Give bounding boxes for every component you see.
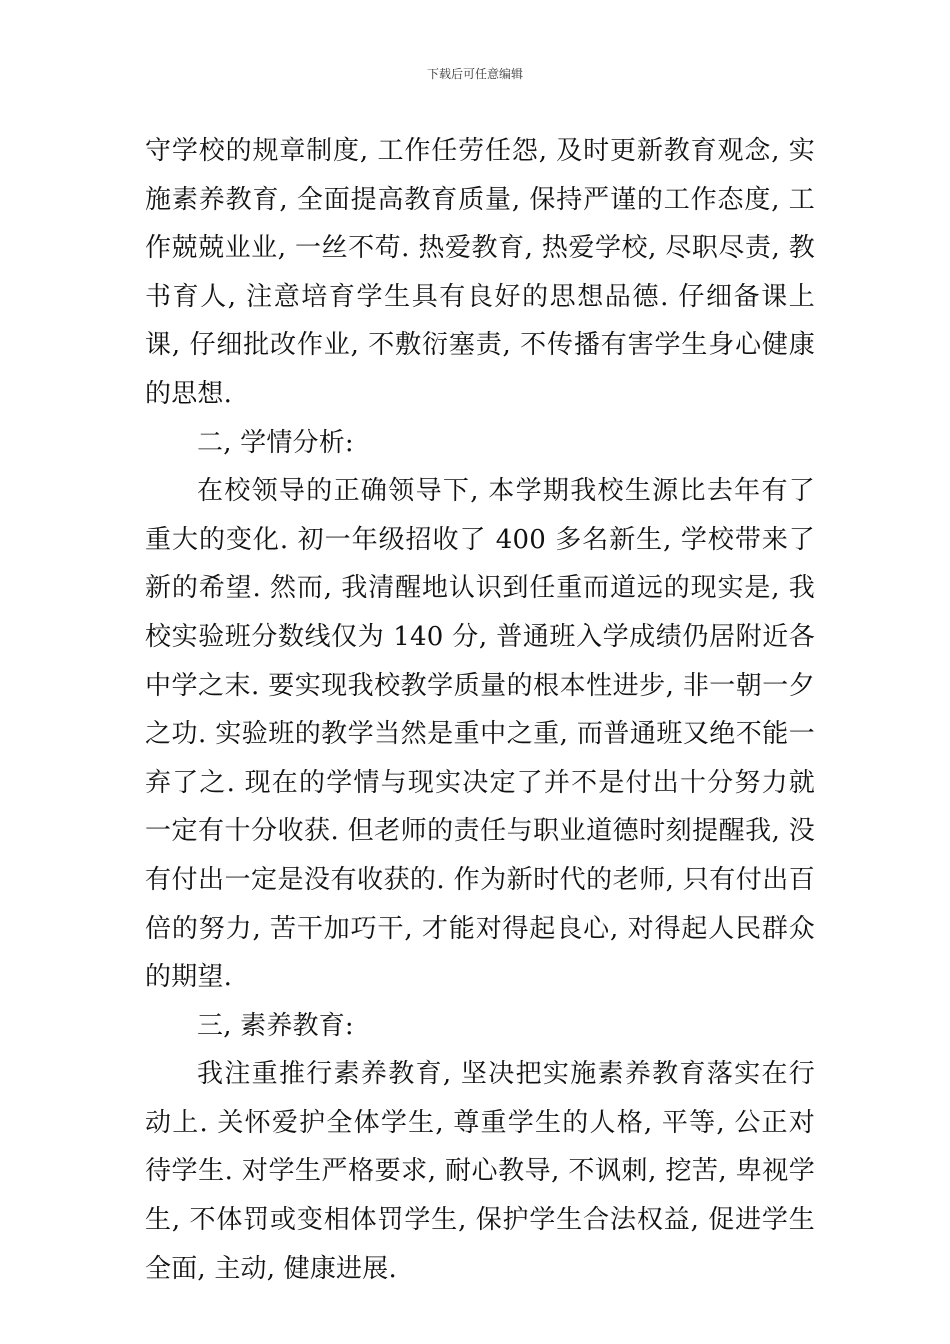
paragraph-learning-analysis: 在校领导的正确领导下, 本学期我校生源比去年有了重大的变化. 初一年级招收了 400 多名新生, 学校带来了新的希望. 然而, 我清醒地认识到任重而道远的现实是, 我校实验班分数线仅为 140 分, 普通班入学成绩仍居附近各中学之末. 要实现我校教学质量的根本性进步, 非一朝一夕之功. 实验班的教学当然是重中之重, 而普通班又绝不能一弃了之. 现在的学情与现实决定了并不是付出十分努力就一定有十分收获. 但老师的责任与职业道德时刻提醒我, 没有付出一定是没有收获的. 作为新时代的老师, 只有付出百倍的努力, 苦干加巧干, 才能对得起良心, 对得起人民群众的期望. bbox=[145, 476, 815, 993]
section-heading-learning-analysis: 二, 学情分析: bbox=[197, 427, 354, 458]
paragraph-quality-education: 我注重推行素养教育, 坚决把实施素养教育落实在行动上. 关怀爱护全体学生, 尊重学生的人格, 平等, 公正对待学生. 对学生严格要求, 耐心教导, 不讽刺, 挖苦, 卑视学生, 不体罚或变相体罚学生, 保护学生合法权益, 促进学生全面, 主动, 健康进展. bbox=[145, 1059, 815, 1284]
section-heading-quality-education: 三, 素养教育: bbox=[197, 1010, 354, 1041]
paragraph-continuation: 守学校的规章制度, 工作任劳任怨, 及时更新教育观念, 实施素养教育, 全面提高教育质量, 保持严谨的工作态度, 工作兢兢业业, 一丝不苟. 热爱教育, 热爱学校, 尽职尽责, 教书育人, 注意培育学生具有良好的思想品德. 仔细备课上课, 仔细批改作业, 不敷衍塞责, 不传播有害学生身心健康的思想. bbox=[145, 136, 815, 409]
page-header: 下载后可任意编辑 bbox=[426, 67, 523, 81]
document-body bbox=[145, 127, 815, 1293]
